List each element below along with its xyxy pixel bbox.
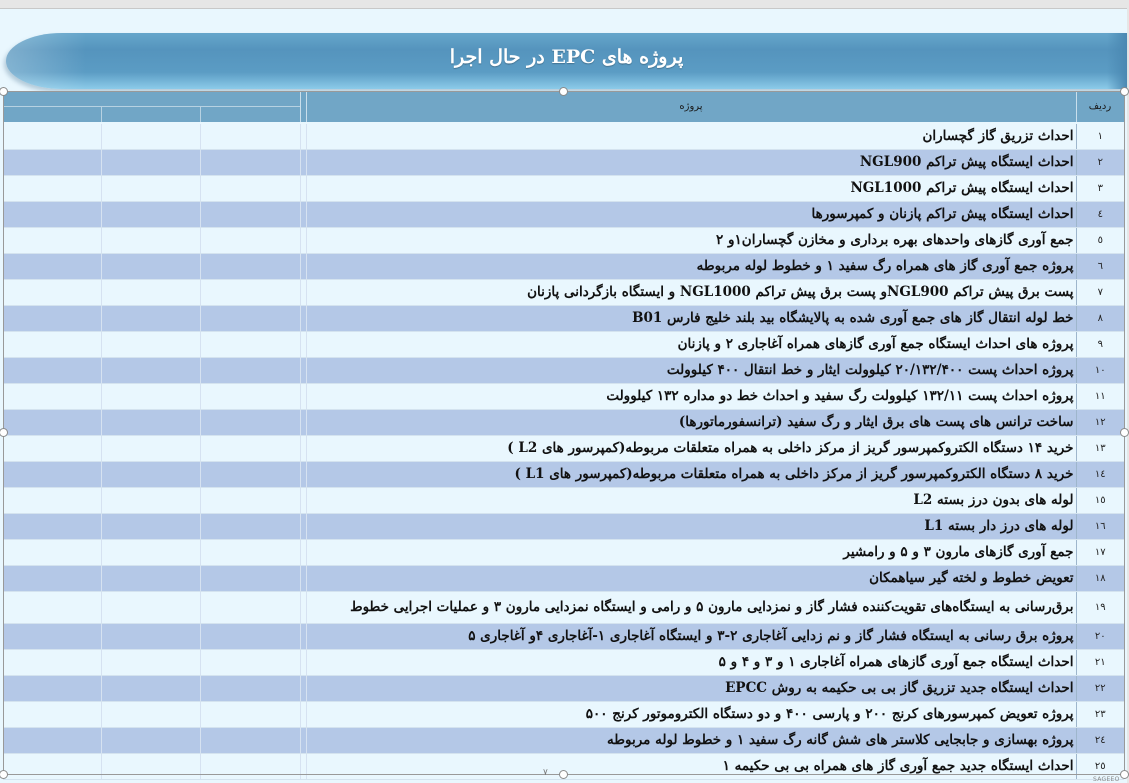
header-project[interactable]: پروژه (306, 91, 1076, 123)
extra-cells[interactable] (3, 175, 300, 201)
row-number-cell: ۲۰ (1076, 623, 1124, 649)
extra-cells[interactable] (3, 565, 300, 591)
extra-cells[interactable] (3, 487, 300, 513)
table-row[interactable] (3, 565, 1124, 591)
table-row[interactable] (3, 123, 1124, 149)
project-cell[interactable]: پروژه جمع آوری گاز های همراه رگ سفید ۱ و خطوط لوله مربوطه (306, 253, 1076, 279)
row-number-cell: ۲٥ (1076, 753, 1124, 779)
header-row-number[interactable]: ردیف (1076, 91, 1124, 123)
resize-handle-top-right[interactable] (1120, 87, 1129, 96)
row-number-cell: ۱٥ (1076, 487, 1124, 513)
row-number-cell: ۹ (1076, 331, 1124, 357)
extra-cells[interactable] (3, 383, 300, 409)
extra-cells[interactable] (3, 279, 300, 305)
row-number-cell: ۱٦ (1076, 513, 1124, 539)
row-number-cell: ۱۰ (1076, 357, 1124, 383)
row-number-cell: ۱۱ (1076, 383, 1124, 409)
extra-cells[interactable] (3, 727, 300, 753)
table-row[interactable] (3, 461, 1124, 487)
row-number-cell: ۱۹ (1076, 591, 1124, 623)
row-number-cell: ۸ (1076, 305, 1124, 331)
table-row[interactable] (3, 539, 1124, 565)
project-cell[interactable]: تعویض خطوط و لخته گیر سیاهمکان (306, 565, 1076, 591)
row-number-cell: ۲۱ (1076, 649, 1124, 675)
row-number-cell: ۷ (1076, 279, 1124, 305)
row-number-cell: ۲۲ (1076, 675, 1124, 701)
extra-cells[interactable] (3, 123, 300, 149)
header-extra-columns[interactable] (3, 91, 300, 123)
table-row[interactable] (3, 727, 1124, 753)
extra-cells[interactable] (3, 591, 300, 623)
table-row[interactable] (3, 253, 1124, 279)
row-number-cell: ۲ (1076, 149, 1124, 175)
extra-cells[interactable] (3, 409, 300, 435)
table-row[interactable] (3, 409, 1124, 435)
resize-handle-top-center[interactable] (559, 87, 568, 96)
extra-cells[interactable] (3, 649, 300, 675)
title-banner (6, 33, 1127, 89)
row-number-cell: ۱٤ (1076, 461, 1124, 487)
extra-cells[interactable] (3, 623, 300, 649)
extra-cells[interactable] (3, 149, 300, 175)
project-cell[interactable]: لوله های بدون درز بسته L2 (306, 487, 1076, 513)
project-cell[interactable]: پست برق پیش تراکم NGL900و پست برق پیش تراکم NGL1000 و ایستگاه بازگردانی پازنان (306, 279, 1076, 305)
extra-cells[interactable] (3, 227, 300, 253)
project-cell[interactable]: پروژه احداث پست ۱۳۲/۱۱ کیلوولت رگ سفید و احداث خط دو مداره ۱۳۲ کیلوولت (306, 383, 1076, 409)
extra-cells[interactable] (3, 435, 300, 461)
projects-table[interactable] (3, 91, 1125, 780)
row-number-cell: ۱ (1076, 123, 1124, 149)
watermark: SAGEEO (1093, 776, 1120, 783)
project-cell[interactable]: احداث ایستگاه جدید جمع آوری گاز های همراه بی بی حکیمه ۱ (306, 753, 1076, 779)
project-cell[interactable]: پروژه احداث پست ۲۰/۱۳۲/۴۰۰ کیلوولت ایثار و خط انتقال ۴۰۰ کیلوولت (306, 357, 1076, 383)
project-cell[interactable]: احداث ایستگاه پیش تراکم NGL1000 (306, 175, 1076, 201)
extra-cells[interactable] (3, 675, 300, 701)
extra-cells[interactable] (3, 701, 300, 727)
project-cell[interactable]: احداث ایستگاه پیش تراکم پازنان و کمپرسورها (306, 201, 1076, 227)
row-number-cell: ۱۳ (1076, 435, 1124, 461)
table-row[interactable] (3, 357, 1124, 383)
table-row[interactable] (3, 149, 1124, 175)
project-cell[interactable]: احداث ایستگاه جمع آوری گازهای همراه آغاجاری ۱ و ۳ و ۴ و ۵ (306, 649, 1076, 675)
extra-cells[interactable] (3, 539, 300, 565)
table-row[interactable] (3, 383, 1124, 409)
table-row[interactable] (3, 513, 1124, 539)
table-row[interactable] (3, 701, 1124, 727)
project-cell[interactable]: خرید ۸ دستگاه الکتروکمپرسور گریز از مرکز داخلی به همراه متعلقات مربوطه(کمپرسور های L1 ) (306, 461, 1076, 487)
table-row[interactable] (3, 305, 1124, 331)
table-row[interactable] (3, 487, 1124, 513)
project-cell[interactable]: احداث تزریق گاز گچساران (306, 123, 1076, 149)
table-row[interactable] (3, 331, 1124, 357)
extra-cells[interactable] (3, 461, 300, 487)
row-number-cell: ٥ (1076, 227, 1124, 253)
project-cell[interactable]: ساخت ترانس های پست های برق ایثار و رگ سفید (ترانسفورماتورها) (306, 409, 1076, 435)
row-number-cell: ۳ (1076, 175, 1124, 201)
project-cell[interactable]: جمع آوری گازهای مارون ۳ و ۵ و رامشیر (306, 539, 1076, 565)
row-number-cell: ۱۸ (1076, 565, 1124, 591)
extra-cells[interactable] (3, 331, 300, 357)
extra-cells[interactable] (3, 357, 300, 383)
project-cell[interactable]: پروژه های احداث ایستگاه جمع آوری گازهای همراه آغاجاری ۲ و پازنان (306, 331, 1076, 357)
extra-cells[interactable] (3, 253, 300, 279)
table-row[interactable] (3, 591, 1124, 623)
resize-handle-bottom-center[interactable] (559, 770, 568, 779)
project-cell[interactable]: جمع آوری گازهای واحدهای بهره برداری و مخازن گچساران۱و ۲ (306, 227, 1076, 253)
project-cell[interactable]: پروژه تعویض کمپرسورهای کرنج ۲۰۰ و پارسی ۴۰۰ و دو دستگاه الکتروموتور کرنج ۵۰۰ (306, 701, 1076, 727)
table-row[interactable] (3, 435, 1124, 461)
row-number-cell: ۱۲ (1076, 409, 1124, 435)
row-number-cell: ۲٤ (1076, 727, 1124, 753)
table-row[interactable] (3, 227, 1124, 253)
resize-handle-middle-right[interactable] (1120, 428, 1129, 437)
extra-cells[interactable] (3, 305, 300, 331)
extra-cells[interactable] (3, 513, 300, 539)
page-number: ۷ (543, 768, 548, 778)
row-number-cell: ٤ (1076, 201, 1124, 227)
table-row[interactable] (3, 201, 1124, 227)
row-number-cell: ۲۳ (1076, 701, 1124, 727)
project-cell[interactable]: خط لوله انتقال گاز های جمع آوری شده به پالایشگاه بید بلند خلیج فارس B01 (306, 305, 1076, 331)
extra-cells[interactable] (3, 201, 300, 227)
table-row[interactable] (3, 623, 1124, 649)
table-row[interactable] (3, 279, 1124, 305)
row-number-cell: ٦ (1076, 253, 1124, 279)
project-cell[interactable]: پروژه برق رسانی به ایستگاه فشار گاز و نم زدایی آغاجاری ۲-۳ و ایستگاه آغاجاری ۱-آغاجاری ۴و آغاجاری ۵ (306, 623, 1076, 649)
resize-handle-bottom-right[interactable] (1120, 770, 1129, 779)
table-row[interactable] (3, 649, 1124, 675)
project-cell[interactable]: پروژه بهسازی و جابجایی کلاستر های شش گانه رگ سفید ۱ و خطوط لوله مربوطه (306, 727, 1076, 753)
project-cell[interactable]: برق‌رسانی به ایستگاه‌های تقویت‌کننده فشار گاز و نمزدایی مارون ۵ و رامی و ایستگاه نمزدایی مارون ۳ و عملیات اجرایی خطوط (306, 591, 1076, 623)
project-cell[interactable]: احداث ایستگاه جدید تزریق گاز بی بی حکیمه به روش EPCC (306, 675, 1076, 701)
table-row[interactable] (3, 675, 1124, 701)
row-number-cell: ۱۷ (1076, 539, 1124, 565)
project-cell[interactable]: احداث ایستگاه پیش تراکم NGL900 (306, 149, 1076, 175)
table-row[interactable] (3, 175, 1124, 201)
project-cell[interactable]: لوله های درز دار بسته L1 (306, 513, 1076, 539)
slide-title: پروژه های EPC در حال اجرا (449, 46, 684, 68)
extra-cells[interactable] (3, 753, 300, 779)
project-cell[interactable]: خرید ۱۴ دستگاه الکتروکمپرسور گریز از مرکز داخلی به همراه متعلقات مربوطه(کمپرسور های L2 ) (306, 435, 1076, 461)
